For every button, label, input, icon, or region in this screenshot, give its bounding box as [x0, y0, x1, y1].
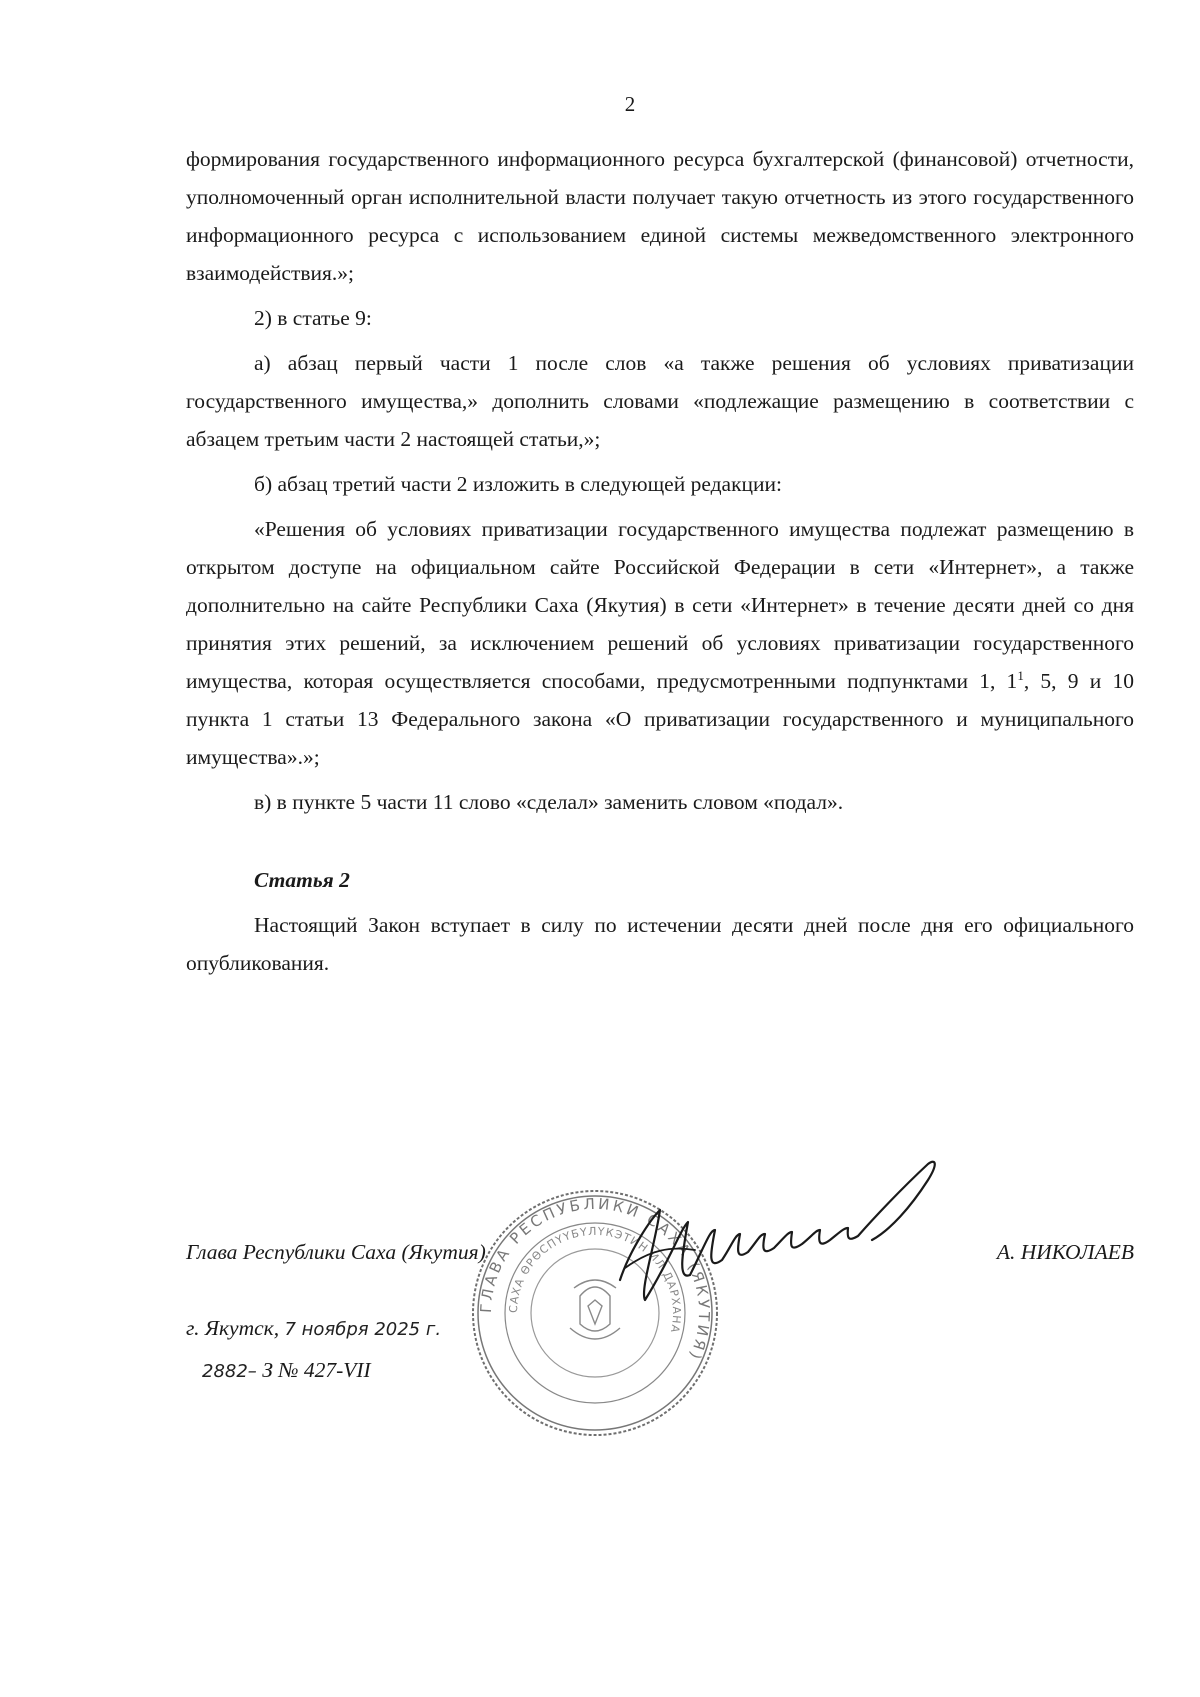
paragraph: б) абзац третий части 2 изложить в следующей редакции:	[254, 472, 782, 496]
paragraph: а) абзац первый части 1 после слов «а также решения об условиях приватизации государственного имущества,» дополнить словами «подлежащие размещению в соответствии с абзацем третьим части 2 настоящей статьи,»;	[186, 351, 1134, 451]
quoted-paragraph-part-1: «Решения об условиях приватизации государственного имущества подлежат размещению в открытом доступе на официальном сайте Российской Федерации в сети «Интернет», а также дополнительно на сайте Республики Саха (Якутия) в сети «Интернет» в течение десяти дней со дня принятия этих решений, за исключением решений об условиях приватизации государственного имущества, которая осуществляется способами, предусмотренными подпунктами 1, 1	[186, 517, 1134, 693]
paragraph: формирования государственного информационного ресурса бухгалтерской (финансовой) отчетности, уполномоченный орган исполнительной власти получает такую отчетность из этого государственного информационного ресурса с использованием единой системы межведомственного электронного взаимодействия.»;	[186, 147, 1134, 285]
handwritten-signature	[610, 1150, 990, 1340]
place-date-line	[186, 1316, 441, 1341]
document-body	[186, 140, 1134, 989]
paragraph: в) в пункте 5 части 11 слово «сделал» заменить словом «подал».	[254, 790, 844, 814]
stamp-outer-text: ГЛАВА РЕСПУБЛИКИ САХА (ЯКУТИЯ)	[476, 1194, 714, 1365]
city: г. Якутск,	[186, 1316, 280, 1340]
law-number: З № 427-VII	[262, 1358, 371, 1382]
handwritten-date: 7 ноября 2025 г.	[284, 1319, 442, 1340]
quoted-paragraph	[186, 510, 1134, 776]
law-number-line	[202, 1358, 371, 1383]
signatory-title: Глава Республики Саха (Якутия)	[186, 1240, 486, 1264]
superscript: 1	[1017, 667, 1024, 683]
stamp-inner-text: САХА ӨРӨСПҮҮБҮЛҮКЭТИН ИЛ ДАРХАНА	[506, 1224, 684, 1335]
signatory-name: А. НИКОЛАЕВ	[996, 1240, 1134, 1264]
page-number: 2	[624, 92, 636, 116]
paragraph: 2) в статье 9:	[254, 306, 372, 330]
article-heading: Статья 2	[254, 868, 350, 892]
handwritten-number: 2882–	[202, 1361, 257, 1382]
paragraph: Настоящий Закон вступает в силу по истечении десяти дней после дня его официального опубликования.	[186, 913, 1134, 975]
quoted-paragraph-part-2: , 5, 9 и 10 пункта 1 статьи 13 Федерального закона «О приватизации государственного и муниципального имущества».»;	[186, 669, 1134, 769]
